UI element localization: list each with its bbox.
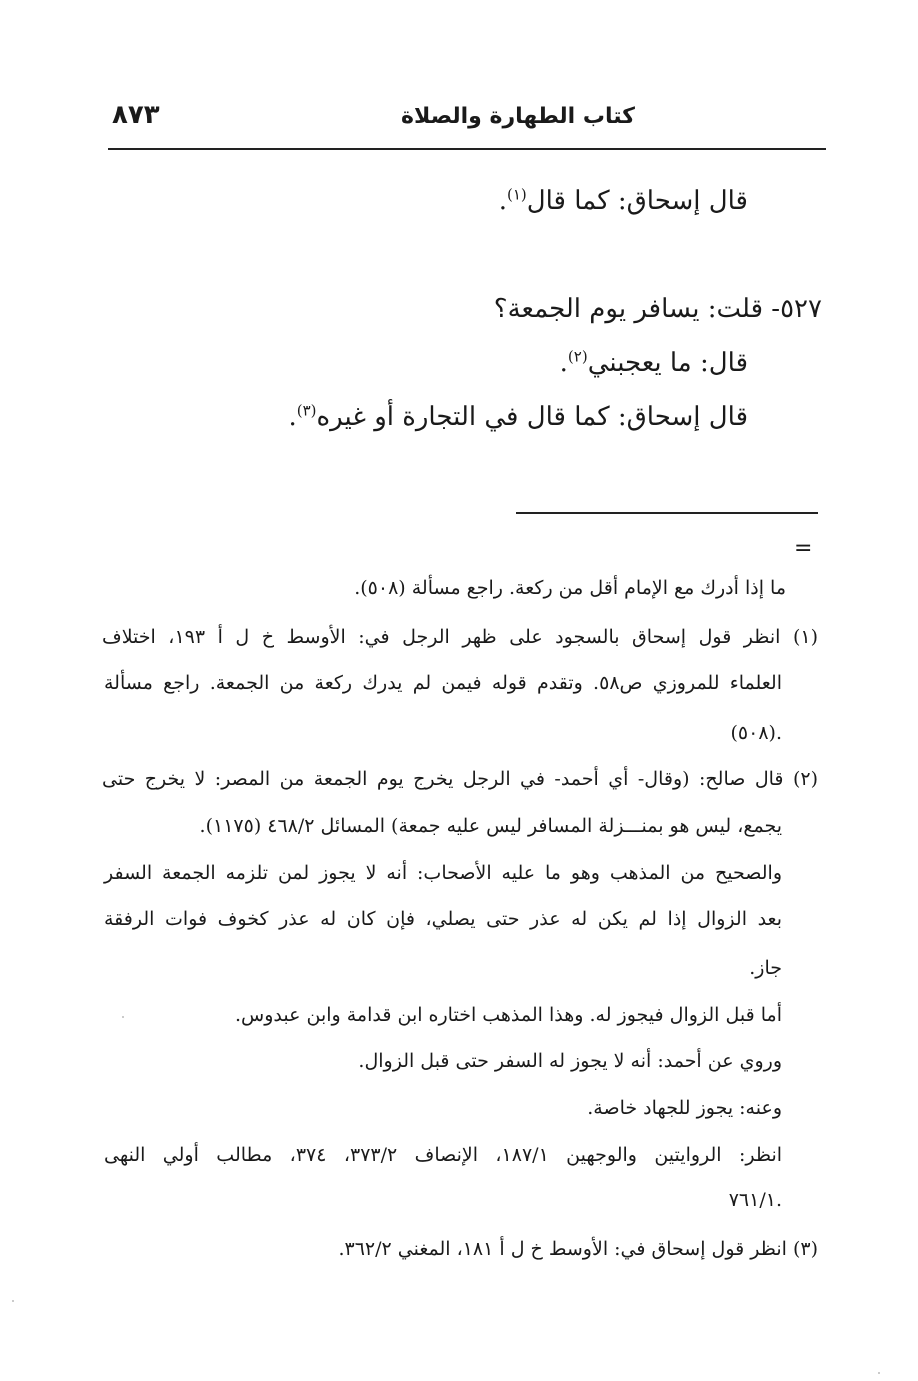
scan-speck [122,1016,124,1018]
ishaq-reply-1-text: قال إسحاق: كما قال [526,186,748,216]
footnote-ref-1: (١) [506,185,527,204]
footnote-1-line-3: (٥٠٨). [730,722,782,744]
footnote-2-line-9: انظر: الروايتين والوجهين ١٨٧/١، الإنصاف ٣٧٣/٢، ٣٧٤، مطالب أولي النهى [104,1144,783,1166]
ahmad-answer-text: قال: ما يعجبني [587,348,748,378]
scan-speck [878,1372,880,1374]
footnote-2-line-2: يجمع، ليس هو بمنـــزلة المسافر ليس عليه جمعة) المسائل ٤٦٨/٢ (١١٧٥). [199,815,782,837]
footnote-ref-2: (٢) [567,347,588,366]
question-527: ٥٢٧- قلت: يسافر يوم الجمعة؟ [493,294,822,324]
ishaq-reply-2-end: . [288,402,297,432]
footnote-2-line-1: (٢) قال صالح: (وقال- أي أحمد- في الرجل يخرج يوم الجمعة من المصر: لا يخرج حتى [102,768,818,790]
footnote-2-line-10: ٧٦١/١. [728,1189,782,1211]
footnote-separator [516,512,818,514]
footnote-1-line-2: العلماء للمروزي ص٥٨. وتقدم قوله فيمن لم يدرك ركعة من الجمعة. راجع مسألة [104,672,782,694]
footnote-continuation: ما إذا أدرك مع الإمام أقل من ركعة. راجع مسألة (٥٠٨). [354,577,786,599]
footnote-2-line-8: وعنه: يجوز للجهاد خاصة. [587,1097,782,1119]
running-title: كتاب الطهارة والصلاة [401,104,635,129]
page-number: ٨٧٣ [112,100,160,130]
continuation-mark: = [794,536,813,561]
footnote-2-line-7: وروي عن أحمد: أنه لا يجوز له السفر حتى قبل الزوال. [358,1050,782,1072]
ishaq-reply-1 [499,186,748,216]
footnote-1-line-1: (١) انظر قول إسحاق بالسجود على ظهر الرجل في: الأوسط خ ل أ ١٩٣، اختلاف [102,626,819,648]
header-rule [108,148,826,150]
footnote-ref-3: (٣) [296,401,317,420]
footnote-3: (٣) انظر قول إسحاق في: الأوسط خ ل أ ١٨١، المغني ٣٦٢/٢. [338,1238,818,1260]
footnote-2-line-5: جاز. [749,957,782,979]
page-header [108,98,826,144]
ahmad-answer [560,348,748,378]
ishaq-reply-1-end: . [498,186,507,216]
footnote-2-line-6: أما قبل الزوال فيجوز له. وهذا المذهب اختاره ابن قدامة وابن عبدوس. [235,1004,782,1026]
footnote-2-line-4: بعد الزوال إذا لم يكن له عذر حتى يصلي، فإن كان له عذر كخوف فوات الرفقة [104,908,782,930]
ishaq-reply-2 [288,402,748,432]
ahmad-answer-end: . [559,348,568,378]
scan-speck [12,1300,14,1302]
footnote-2-line-3: والصحيح من المذهب وهو ما عليه الأصحاب: أنه لا يجوز لمن تلزمه الجمعة السفر [104,862,782,884]
ishaq-reply-2-text: قال إسحاق: كما قال في التجارة أو غيره [316,402,748,432]
